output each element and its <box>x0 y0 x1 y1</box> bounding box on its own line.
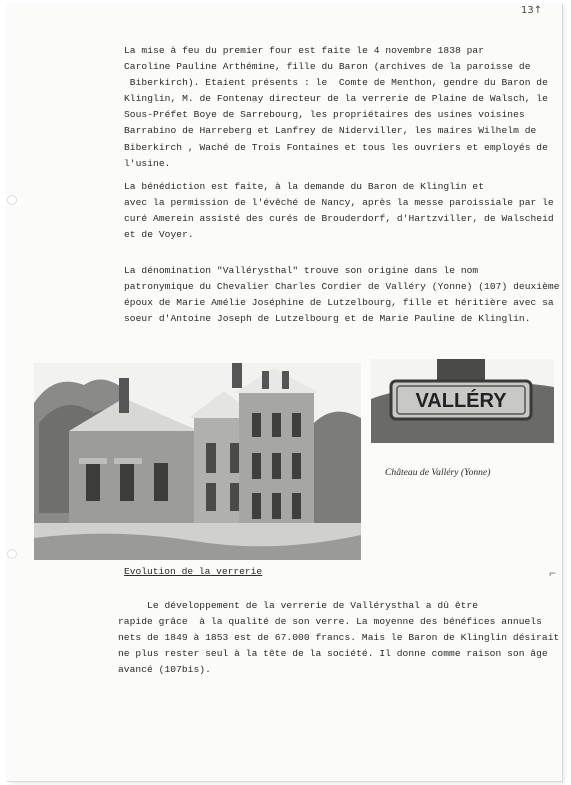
figure-caption: Château de Valléry (Yonne) <box>385 467 491 478</box>
section-heading: Evolution de la verrerie <box>124 566 263 577</box>
punch-hole-top <box>7 195 17 205</box>
punch-hole-bottom <box>7 549 17 559</box>
sign-text: VALLÉRY <box>415 390 507 412</box>
document-page <box>6 3 562 781</box>
paragraph-developpement: Le développement de la verrerie de Vallérysthal a dû être rapide grâce à la qualité de son verre. La moyenne des bénéfices annuels nets de 1849 à 1853 est de 67.000 francs. Mais le Baron de Klinglin désirait ne plus rester seul à la tête de la société. Il donne comme raison son âge avancé (107bis). <box>118 600 560 676</box>
paragraph-mise-a-feu: La mise à feu du premier four est faite le 4 novembre 1838 par Caroline Pauline Arthémine, fille du Baron (archives de la paroisse de Biberkirch). Etaient présents : le Comte de Menthon, gendre du Baron de Klinglin, M. de Fontenay directeur de la verrerie de Plaine de Walsch, le Sous-Préfet Boye de Sarrebourg, les propriétaires des usines voisines Barrabino de Harreberg et Lanfrey de Niderviller, les maires Wilhelm de Biberkirch , Waché de Trois Fontaines et tous les ouvriers et employés de l'usine. <box>124 45 548 169</box>
paragraph-denomination: La dénomination "Vallérysthal" trouve son origine dans le nom patronymique du Chevalier Charles Cordier de Valléry (Yonne) (107) deuxième époux de Marie Amélie Joséphine de Lutzelbourg, fille et héritière avec sa soeur d'Antoine Joseph de Lutzelbourg et de Marie Pauline de Klinglin. <box>124 265 560 325</box>
page-number: 13↑ <box>521 5 543 16</box>
paragraph-benediction: La bénédiction est faite, à la demande du Baron de Klinglin et avec la permission de l'évêché de Nancy, après la messe paroissiale par le curé Amerein assisté des curés de Brouderdorf, d'Hartzviller, de Walscheid et de Voyer. <box>124 181 554 241</box>
margin-mark: ⌐ <box>549 567 557 581</box>
road-sign-photo <box>371 359 554 443</box>
chateau-photo <box>34 363 361 560</box>
